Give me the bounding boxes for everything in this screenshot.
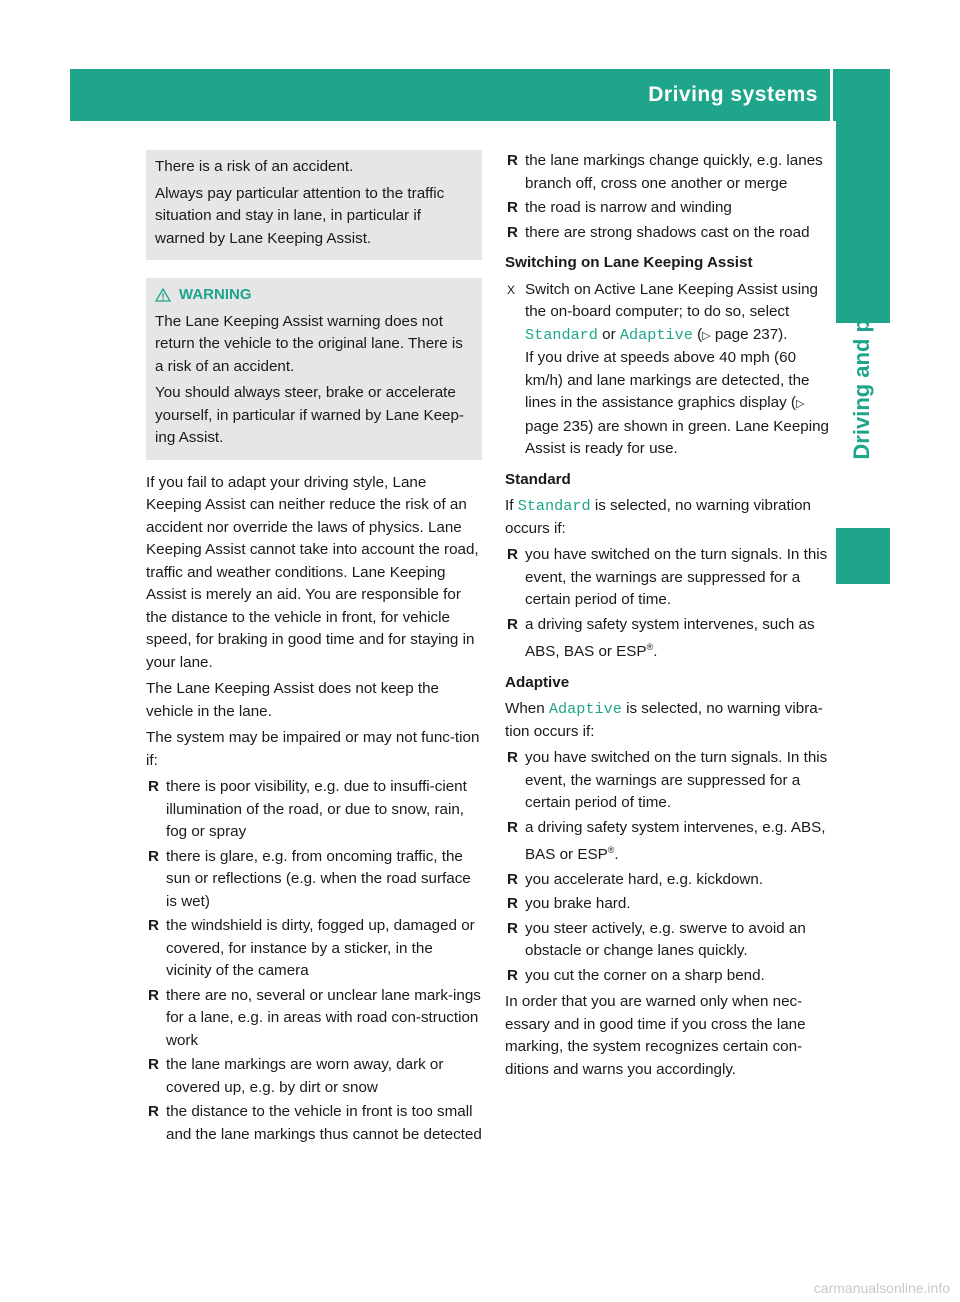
left-column	[146, 150, 482, 1150]
caution-line-2: Always pay particular attention to the traffic situation and stay in lane, in particular if warned by Lane Keeping Assist.	[155, 184, 445, 247]
warning-heading	[155, 284, 473, 307]
page-header	[70, 69, 890, 121]
page-ref-icon: ▷	[702, 329, 711, 342]
side-tab-label: Driving and parking	[849, 253, 874, 460]
adaptive-heading: Adaptive	[505, 673, 570, 691]
list-item: R the windshield is dirty, fogged up, damaged or covered, for instance by a sticker, in the vicinity of the camera	[148, 917, 475, 979]
standard-list	[505, 544, 836, 664]
list-item: R there are strong shadows cast on the road	[507, 223, 810, 241]
impairment-list-continued	[505, 150, 836, 244]
list-item: R the distance to the vehicle in front is too small and the lane markings thus cannot be detected	[148, 1103, 482, 1143]
warning-label: WARNING	[179, 286, 252, 303]
adaptive-list	[505, 747, 836, 987]
warning-text-1: The Lane Keeping Assist warning does not return the vehicle to the original lane. There is a risk of an accident.	[155, 312, 463, 375]
list-item: R you have switched on the turn signals. In this event, the warnings are suppressed for a certain period of time.	[507, 546, 828, 608]
paragraph: If Standard is selected, no warning vibration occurs if:	[505, 497, 811, 537]
option-adaptive: Adaptive	[619, 325, 693, 344]
caution-line-1: There is a risk of an accident.	[155, 158, 354, 175]
list-item: R a driving safety system intervenes, such as ABS, BAS or ESP®.	[507, 615, 815, 661]
right-column	[505, 150, 836, 1085]
option-standard: Standard	[525, 325, 598, 344]
list-item: R you cut the corner on a sharp bend.	[507, 966, 765, 984]
closing-paragraph: In order that you are warned only when nec-essary and in good time if you cross the lane marking, the system recognizes certain con-ditions and warns you accordingly.	[505, 993, 806, 1078]
list-item: R you have switched on the turn signals. In this event, the warnings are suppressed for a certain period of time.	[507, 749, 828, 812]
option-standard: Standard	[517, 497, 591, 515]
impairment-list	[146, 776, 482, 1146]
list-item: R you brake hard.	[507, 895, 631, 913]
switching-heading: Switching on Lane Keeping Assist	[505, 254, 753, 271]
step-arrow-icon: X	[507, 282, 516, 297]
list-item: R a driving safety system intervenes, e.g. ABS, BAS or ESP®.	[507, 818, 826, 864]
paragraph: When Adaptive is selected, no warning vibra-tion occurs if:	[505, 700, 823, 740]
warning-box	[146, 278, 482, 460]
standard-heading: Standard	[505, 470, 571, 488]
paragraph: The Lane Keeping Assist does not keep the vehicle in the lane.	[146, 680, 439, 720]
section-title: Driving systems	[648, 83, 818, 106]
list-item: R you accelerate hard, e.g. kickdown.	[507, 870, 764, 888]
warning-triangle-icon	[155, 288, 171, 302]
list-item: R there is poor visibility, e.g. due to insuffi-cient illumination of the road, or due to snow, rain, fog or spray	[148, 778, 467, 840]
footer-watermark: carmanualsonline.info	[813, 1280, 950, 1296]
caution-box	[146, 150, 482, 260]
list-item: R the lane markings are worn away, dark or covered up, e.g. by dirt or snow	[148, 1056, 444, 1096]
side-tab-marker	[836, 528, 890, 584]
list-item: R the lane markings change quickly, e.g. lanes branch off, cross one another or merge	[507, 152, 823, 192]
header-divider	[830, 69, 833, 121]
list-item: R you steer actively, e.g. swerve to avoid an obstacle or change lanes quickly.	[507, 919, 806, 960]
list-item: R there is glare, e.g. from oncoming traffic, the sun or reflections (e.g. when the road surface is wet)	[148, 847, 471, 910]
list-item: R the road is narrow and winding	[507, 199, 732, 216]
page-ref-icon: ▷	[795, 398, 805, 410]
option-adaptive: Adaptive	[548, 700, 622, 719]
instruction-step: X Switch on Active Lane Keeping Assist using the on-board computer; to do so, select Standard or Adaptive (▷ page 237). If you drive at speeds above 40 mph (60 km/h) and lane markings are detected, the lines in the assistance graphics display (▷ page 235) are shown in green. Lane Keeping Assist is ready for use.	[507, 280, 829, 457]
paragraph: If you fail to adapt your driving style, Lane Keeping Assist can neither reduce the risk of an accident nor override the laws of physics. Lane Keeping Assist cannot take into account the road, traffic and weather conditions. Lane Keeping Assist is merely an aid. You are responsible for the distance to the vehicle in front, for vehicle speed, for braking in good time and for staying in your lane.	[146, 473, 479, 671]
warning-text-2: You should always steer, brake or accelerate yourself, in particular if warned by Lane Keep-ing Assist.	[155, 384, 464, 446]
paragraph: The system may be impaired or may not func-tion if:	[146, 729, 480, 769]
list-item: R there are no, several or unclear lane mark-ings for a lane, e.g. in areas with road con-struction work	[148, 986, 481, 1049]
